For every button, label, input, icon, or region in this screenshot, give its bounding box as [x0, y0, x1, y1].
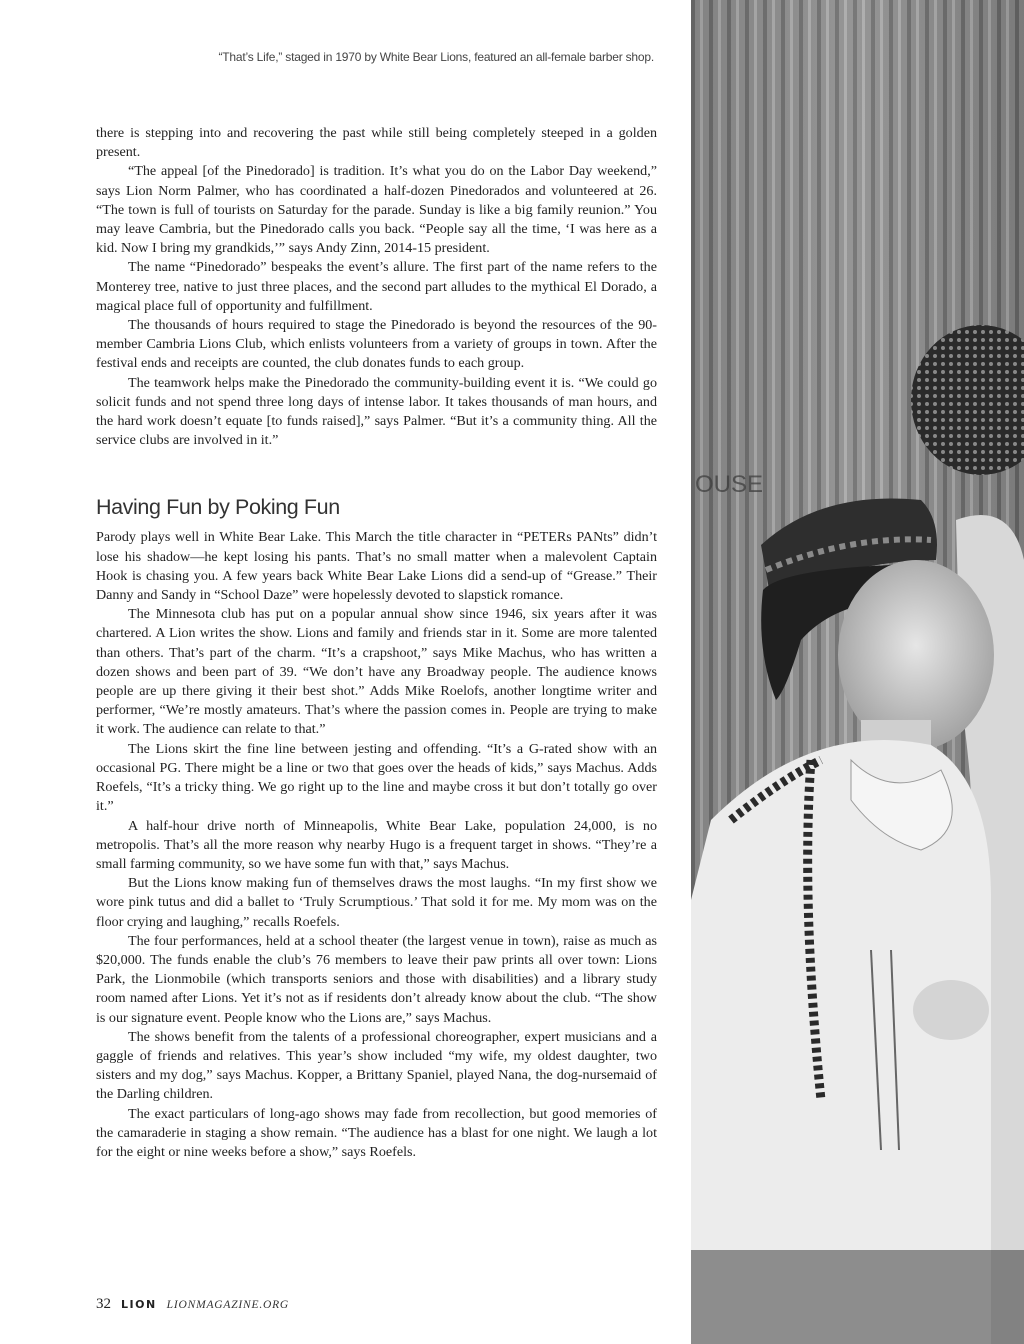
paragraph: A half-hour drive north of Minneapolis, White Bear Lake, population 24,000, is no metropolis. That’s all the more reason why nearby Hugo is a frequent target in shows. “They’re a small farming community, so we have some fun with that,” says Machus. — [96, 817, 657, 872]
magazine-url: LIONMAGAZINE.ORG — [166, 1299, 290, 1311]
section-heading: Having Fun by Poking Fun — [96, 495, 340, 520]
page-number: 32 — [96, 1296, 111, 1312]
photo-caption: “That’s Life,” staged in 1970 by White Bear Lions, featured an all-female barber shop. — [218, 50, 654, 64]
paragraph: “The appeal [of the Pinedorado] is tradition. It’s what you do on the Labor Day weekend,” says Lion Norm Palmer, who has coordinated a half-dozen Pinedorados and volunteered at 26. “The town is full of tourists on Saturday for the parade. Sunday is like a big family reunion.” You may leave Cambria, but the Pinedorado calls you back. “People say all the time, ‘I was here as a kid. Now I bring my grandkids,’” says Andy Zinn, 2014-15 president. — [96, 163, 657, 257]
paragraph: But the Lions know making fun of themselves draws the most laughs. “In my first show we wore pink tutus and did a ballet to ‘Truly Scrumptious.’ That sold it for me. My mom was on the floor crying and laughing,” recalls Roefels. — [96, 875, 657, 930]
paragraph: The thousands of hours required to stage the Pinedorado is beyond the resources of the 90-member Cambria Lions Club, which enlists volunteers from a variety of groups in town. After the festival ends and receipts are counted, the club donates funds to each group. — [96, 317, 657, 372]
article-body — [96, 124, 657, 1162]
paragraph: The Lions skirt the fine line between jesting and offending. “It’s a G-rated show with an occasional PG. There might be a line or two that goes over the heads of kids,” says Machus. Adds Roefels, “It’s a tricky thing. We go right up to the line and maybe cross it but don’t totally go over it.” — [96, 740, 657, 815]
paragraph: The shows benefit from the talents of a professional choreographer, expert musicians and a gaggle of friends and relatives. This year’s show included “my wife, my oldest daughter, two sisters and my dog,” says Machus. Kopper, a Brittany Spaniel, played Nana, the dog-nursemaid of the Darling children. — [96, 1028, 657, 1103]
photo-performers-icon — [691, 0, 1024, 1344]
paragraph: The teamwork helps make the Pinedorado the community-building event it is. “We could go solicit funds and not spend three long days of intense labor. It takes thousands of man hours, and the hard work doesn’t equate [to funds raised],” says Palmer. “But it’s a community thing. All the service clubs are involved in it.” — [96, 374, 657, 449]
paragraph: The exact particulars of long-ago shows may fade from recollection, but good memories of the camaraderie in staging a show remain. “The audience has a blast for one night. We laugh a lot for the eight or nine weeks before a show,” says Roefels. — [96, 1105, 657, 1160]
paragraph: there is stepping into and recovering the past while still being completely steeped in a golden present. — [96, 125, 657, 161]
backdrop-text: OUSE — [695, 471, 764, 498]
magazine-name: LION — [121, 1298, 157, 1311]
paragraph: The four performances, held at a school theater (the largest venue in town), raise as much as $20,000. The funds enable the club’s 76 members to leave their paw prints all over town: Lions Park, the Lionmobile (which transports seniors and those with disabilities) and a library study room named after Lions. Yet it’s not as if residents don’t already know about the club. “The show is our signature event. People know who the Lions are,” says Machus. — [96, 932, 657, 1026]
page-footer — [96, 1296, 289, 1313]
paragraph: The name “Pinedorado” bespeaks the event’s allure. The first part of the name refers to the Monterey tree, native to just three places, and the second part alludes to the mythical El Dorado, a magical place full of opportunity and fulfillment. — [96, 259, 657, 314]
performers-photo — [691, 0, 1024, 1344]
paragraph: Parody plays well in White Bear Lake. This March the title character in “PETERs PANts” didn’t lose his shadow—he kept losing his pants. That’s no small matter when a malevolent Captain Hook is chasing you. A few years back White Bear Lake Lions did a send-up of “Grease.” Their Danny and Sandy in “School Daze” were hopelessly devoted to slapstick romance. — [96, 529, 657, 604]
paragraph: The Minnesota club has put on a popular annual show since 1946, six years after it was chartered. A Lion writes the show. Lions and family and friends star in it. Some are more talented than others. That’s part of the charm. “It’s a crapshoot,” says Mike Machus, who has written a dozen shows and been part of 39. “We don’t have any Broadway people. The audience knows people are up there giving it their best shot.” Adds Mike Roelofs, another longtime writer and performer, “We’re mostly amateurs. That’s where the passion comes in. People are trying to make it work. The audience can relate to that.” — [96, 606, 657, 738]
